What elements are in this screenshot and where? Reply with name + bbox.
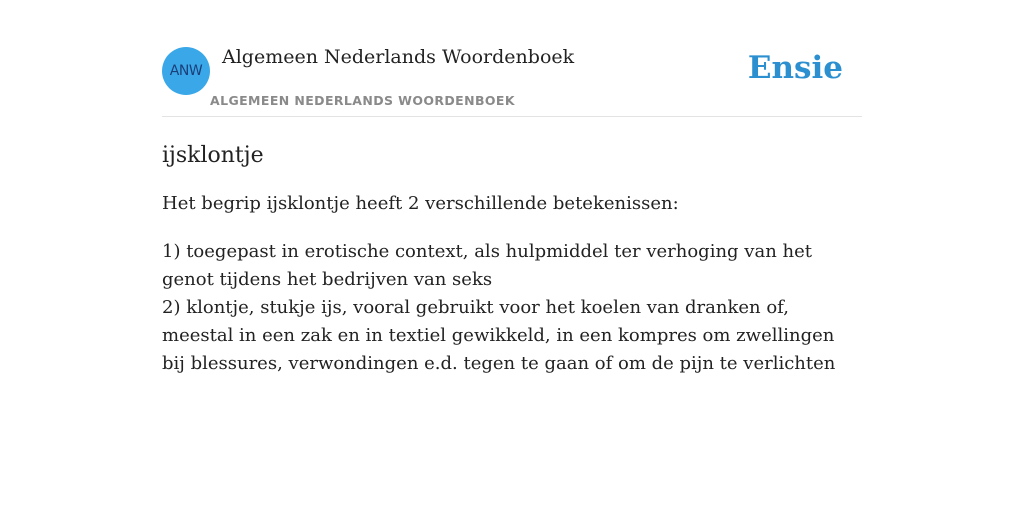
entry-card xyxy=(162,0,862,378)
source-header xyxy=(162,0,862,117)
definition-item: 2) klontje, stukje ijs, vooral gebruikt voor het koelen van dranken of, meestal in een zak en in textiel gewikkeld, in een kompres om zwellingen bij blessures, verwondingen e.d. tegen te gaan of om de pijn te verlichten xyxy=(162,297,836,374)
logo-text: ANW xyxy=(169,63,203,79)
anw-logo[interactable] xyxy=(162,47,210,95)
ensie-brand-link[interactable]: Ensie xyxy=(747,50,843,86)
source-subtitle: ALGEMEEN NEDERLANDS WOORDENBOEK xyxy=(210,93,515,108)
definition-item: 1) toegepast in erotische context, als hulpmiddel ter verhoging van het genot tijdens het bedrijven van seks xyxy=(162,241,812,290)
entry-intro: Het begrip ijsklontje heeft 2 verschillende betekenissen: xyxy=(162,193,679,214)
entry-term: ijsklontje xyxy=(162,143,264,168)
source-title[interactable]: Algemeen Nederlands Woordenboek xyxy=(222,46,575,68)
definition-list xyxy=(162,238,862,378)
